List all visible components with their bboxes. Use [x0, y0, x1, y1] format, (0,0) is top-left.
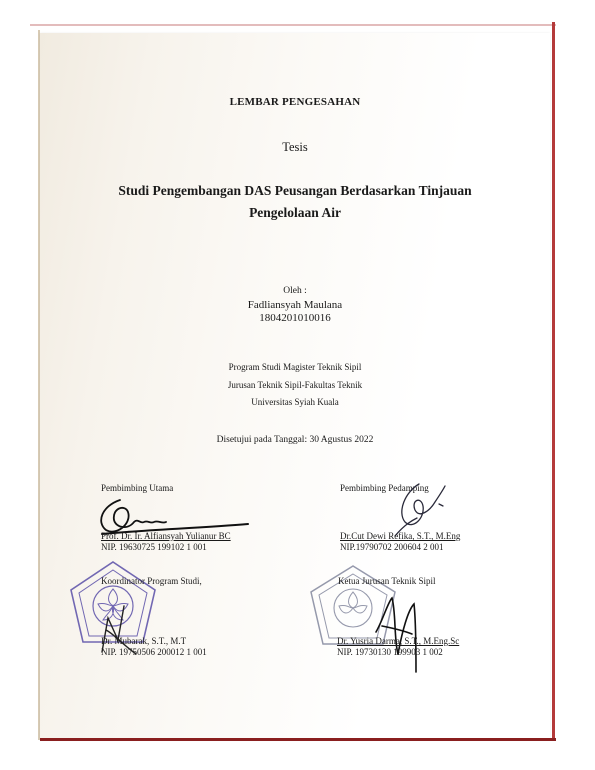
binder-bottom-edge	[40, 738, 556, 741]
binder-right-edge	[552, 22, 555, 740]
university: Universitas Syiah Kuala	[251, 397, 339, 407]
author-id: 1804201010016	[259, 312, 331, 324]
co-supervisor-name: Dr.Cut Dewi Refika, S.T., M.Eng	[340, 531, 461, 541]
head-department-name: Dr. Yusria Darma, S.T., M.Eng.Sc	[337, 636, 460, 646]
main-supervisor-name: Prof. Dr. Ir. Alfiansyah Yulianur BC	[101, 531, 231, 541]
thesis-title-line-1: Studi Pengembangan DAS Peusangan Berdasarkan Tinjauan	[118, 183, 472, 198]
coordinator-nip: NIP. 19750506 200012 1 001	[101, 647, 207, 657]
co-supervisor-nip: NIP.19790702 200604 2 001	[340, 542, 444, 552]
department: Jurusan Teknik Sipil-Fakultas Teknik	[227, 380, 363, 390]
page-heading: LEMBAR PENGESAHAN	[229, 96, 361, 108]
study-program: Program Studi Magister Teknik Sipil	[228, 362, 362, 372]
by-label: Oleh :	[283, 286, 307, 296]
binder-top-edge	[30, 24, 556, 26]
head-department-nip: NIP. 19730130 199903 1 002	[337, 647, 443, 657]
document-type: Tesis	[282, 140, 308, 154]
main-supervisor-role: Pembimbing Utama	[101, 483, 174, 493]
co-supervisor-role: Pembimbing Pedamping	[340, 483, 429, 493]
coordinator-role: Koordinator Program Studi,	[101, 576, 202, 586]
author-name: Fadliansyah Maulana	[247, 299, 343, 311]
thesis-title-line-2: Pengelolaan Air	[249, 205, 341, 220]
coordinator-name: Dr. Mubarak, S.T., M.T	[101, 636, 187, 646]
head-department-role: Ketua Jurusan Teknik Sipil	[338, 576, 436, 586]
approval-date: Disetujui pada Tanggal: 30 Agustus 2022	[216, 435, 374, 445]
main-supervisor-nip: NIP. 19630725 199102 1 001	[101, 542, 207, 552]
head-department-signature	[372, 592, 452, 676]
